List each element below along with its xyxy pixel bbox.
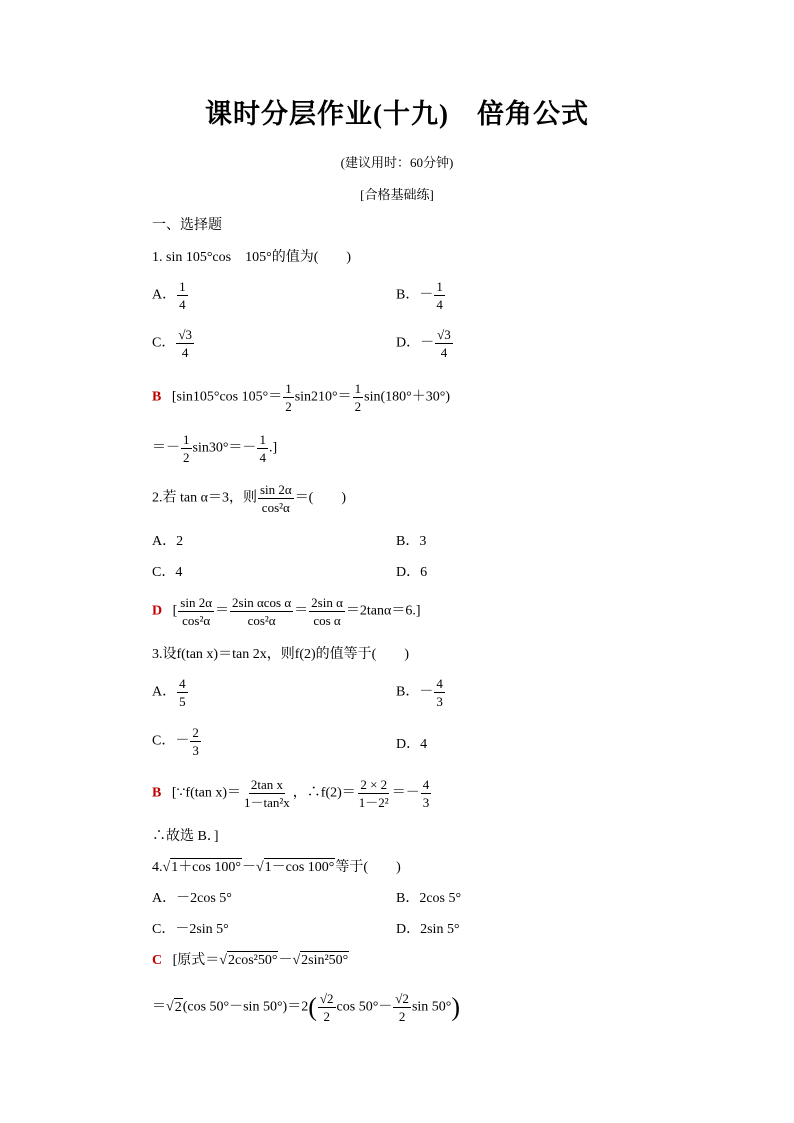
sqrt-icon: √ bbox=[162, 860, 171, 875]
q1-solution-line-2: ＝－ $\frac{1}{2}$ sin30°＝－ $\frac{1}{4}$ .] bbox=[152, 432, 278, 465]
left-paren: ( bbox=[308, 992, 317, 1022]
q2-option-b: B．3 bbox=[396, 534, 427, 549]
q1-option-c: C． $\frac{√3}{4}$ bbox=[152, 327, 192, 360]
q2-answer-letter: D bbox=[152, 603, 163, 619]
time-note: (建议用时：60分钟) bbox=[340, 155, 454, 170]
q2-solution: D [ $\frac{\sin 2\alpha}{\text{cos²α}}$ ＝ $\frac{\text{2sin αcos α}}{\text{cos²α}}$ ＝ $\frac{\text{2sin α}}{\text{cos α}}$ ＝2tanα＝6.] bbox=[152, 595, 421, 628]
question-4-stem: 4.√1＋cos 100°－√1－cos 100°等于( ) bbox=[152, 860, 401, 875]
question-2-stem: 2.若 tan α＝3，则 $\frac{\sin 2\alpha}{\text{cos²α}}$ ＝( ) bbox=[152, 482, 347, 515]
part-heading: 一、选择题 bbox=[152, 218, 222, 233]
q3-option-a: A． $\frac{4}{5}$ bbox=[152, 676, 186, 709]
q4-option-d: D．2sin 5° bbox=[396, 922, 460, 937]
sqrt-icon: √ bbox=[219, 953, 227, 968]
q1-option-b: B．－ $\frac{1}{4}$ bbox=[396, 279, 443, 312]
question-3-stem: 3.设f(tan x)＝tan 2x，则f(2)的值等于( ) bbox=[152, 647, 410, 662]
q3-option-c: C．－ $\frac{2}{3}$ bbox=[152, 725, 199, 758]
q2-option-c: C．4 bbox=[152, 565, 183, 580]
q4-solution-line-1: C [原式＝√2cos²50°－√2sin²50° bbox=[152, 953, 349, 968]
q4-option-a: A．－2cos 5° bbox=[152, 891, 232, 906]
sqrt-icon: √ bbox=[292, 953, 301, 968]
q4-solution-line-2: ＝√2(cos 50°－sin 50°)＝2( $\frac{√2}{2}$ cos 50°－ $\frac{√2}{2}$ sin 50°) bbox=[152, 991, 461, 1024]
q4-option-b: B．2cos 5° bbox=[396, 891, 462, 906]
right-paren: ) bbox=[451, 992, 461, 1022]
section-label: [合格基础练] bbox=[360, 187, 434, 202]
q4-answer-letter: C bbox=[152, 953, 163, 968]
page-title: 课时分层作业(十九) 倍角公式 bbox=[205, 99, 589, 129]
q3-option-d: D．4 bbox=[396, 737, 428, 752]
q3-answer-letter: B bbox=[152, 785, 162, 801]
q3-solution-line-2: ∴故选 B．] bbox=[152, 829, 219, 844]
q2-option-a: A．2 bbox=[152, 534, 184, 549]
question-1-stem: 1. sin 105°cos 105°的值为( ) bbox=[152, 250, 352, 265]
q4-option-c: C．－2sin 5° bbox=[152, 922, 229, 937]
sqrt-icon: √ bbox=[166, 999, 174, 1015]
sqrt-icon: √ bbox=[255, 860, 264, 875]
q1-option-a: A． $\frac{1}{4}$ bbox=[152, 279, 186, 312]
q3-option-b: B．－ $\frac{4}{3}$ bbox=[396, 676, 443, 709]
q1-answer-letter: B bbox=[152, 389, 162, 405]
q3-solution-line-1: B [∵f(tan x)＝ $\frac{\text{2tan x}}{\text{1－tan²x}}$ ，∴f(2)＝ $\frac{2 \times 2}{\text{1－2²}}$ ＝－ $\frac{4}{3}$ bbox=[152, 777, 430, 810]
q1-solution-line-1: B [sin105°cos 105°＝ $\frac{1}{2}$ sin210°＝ $\frac{1}{2}$ sin(180°＋30°) bbox=[152, 381, 450, 414]
q1-option-d: D．－ $\frac{√3}{4}$ bbox=[396, 327, 451, 360]
q2-option-d: D．6 bbox=[396, 565, 428, 580]
